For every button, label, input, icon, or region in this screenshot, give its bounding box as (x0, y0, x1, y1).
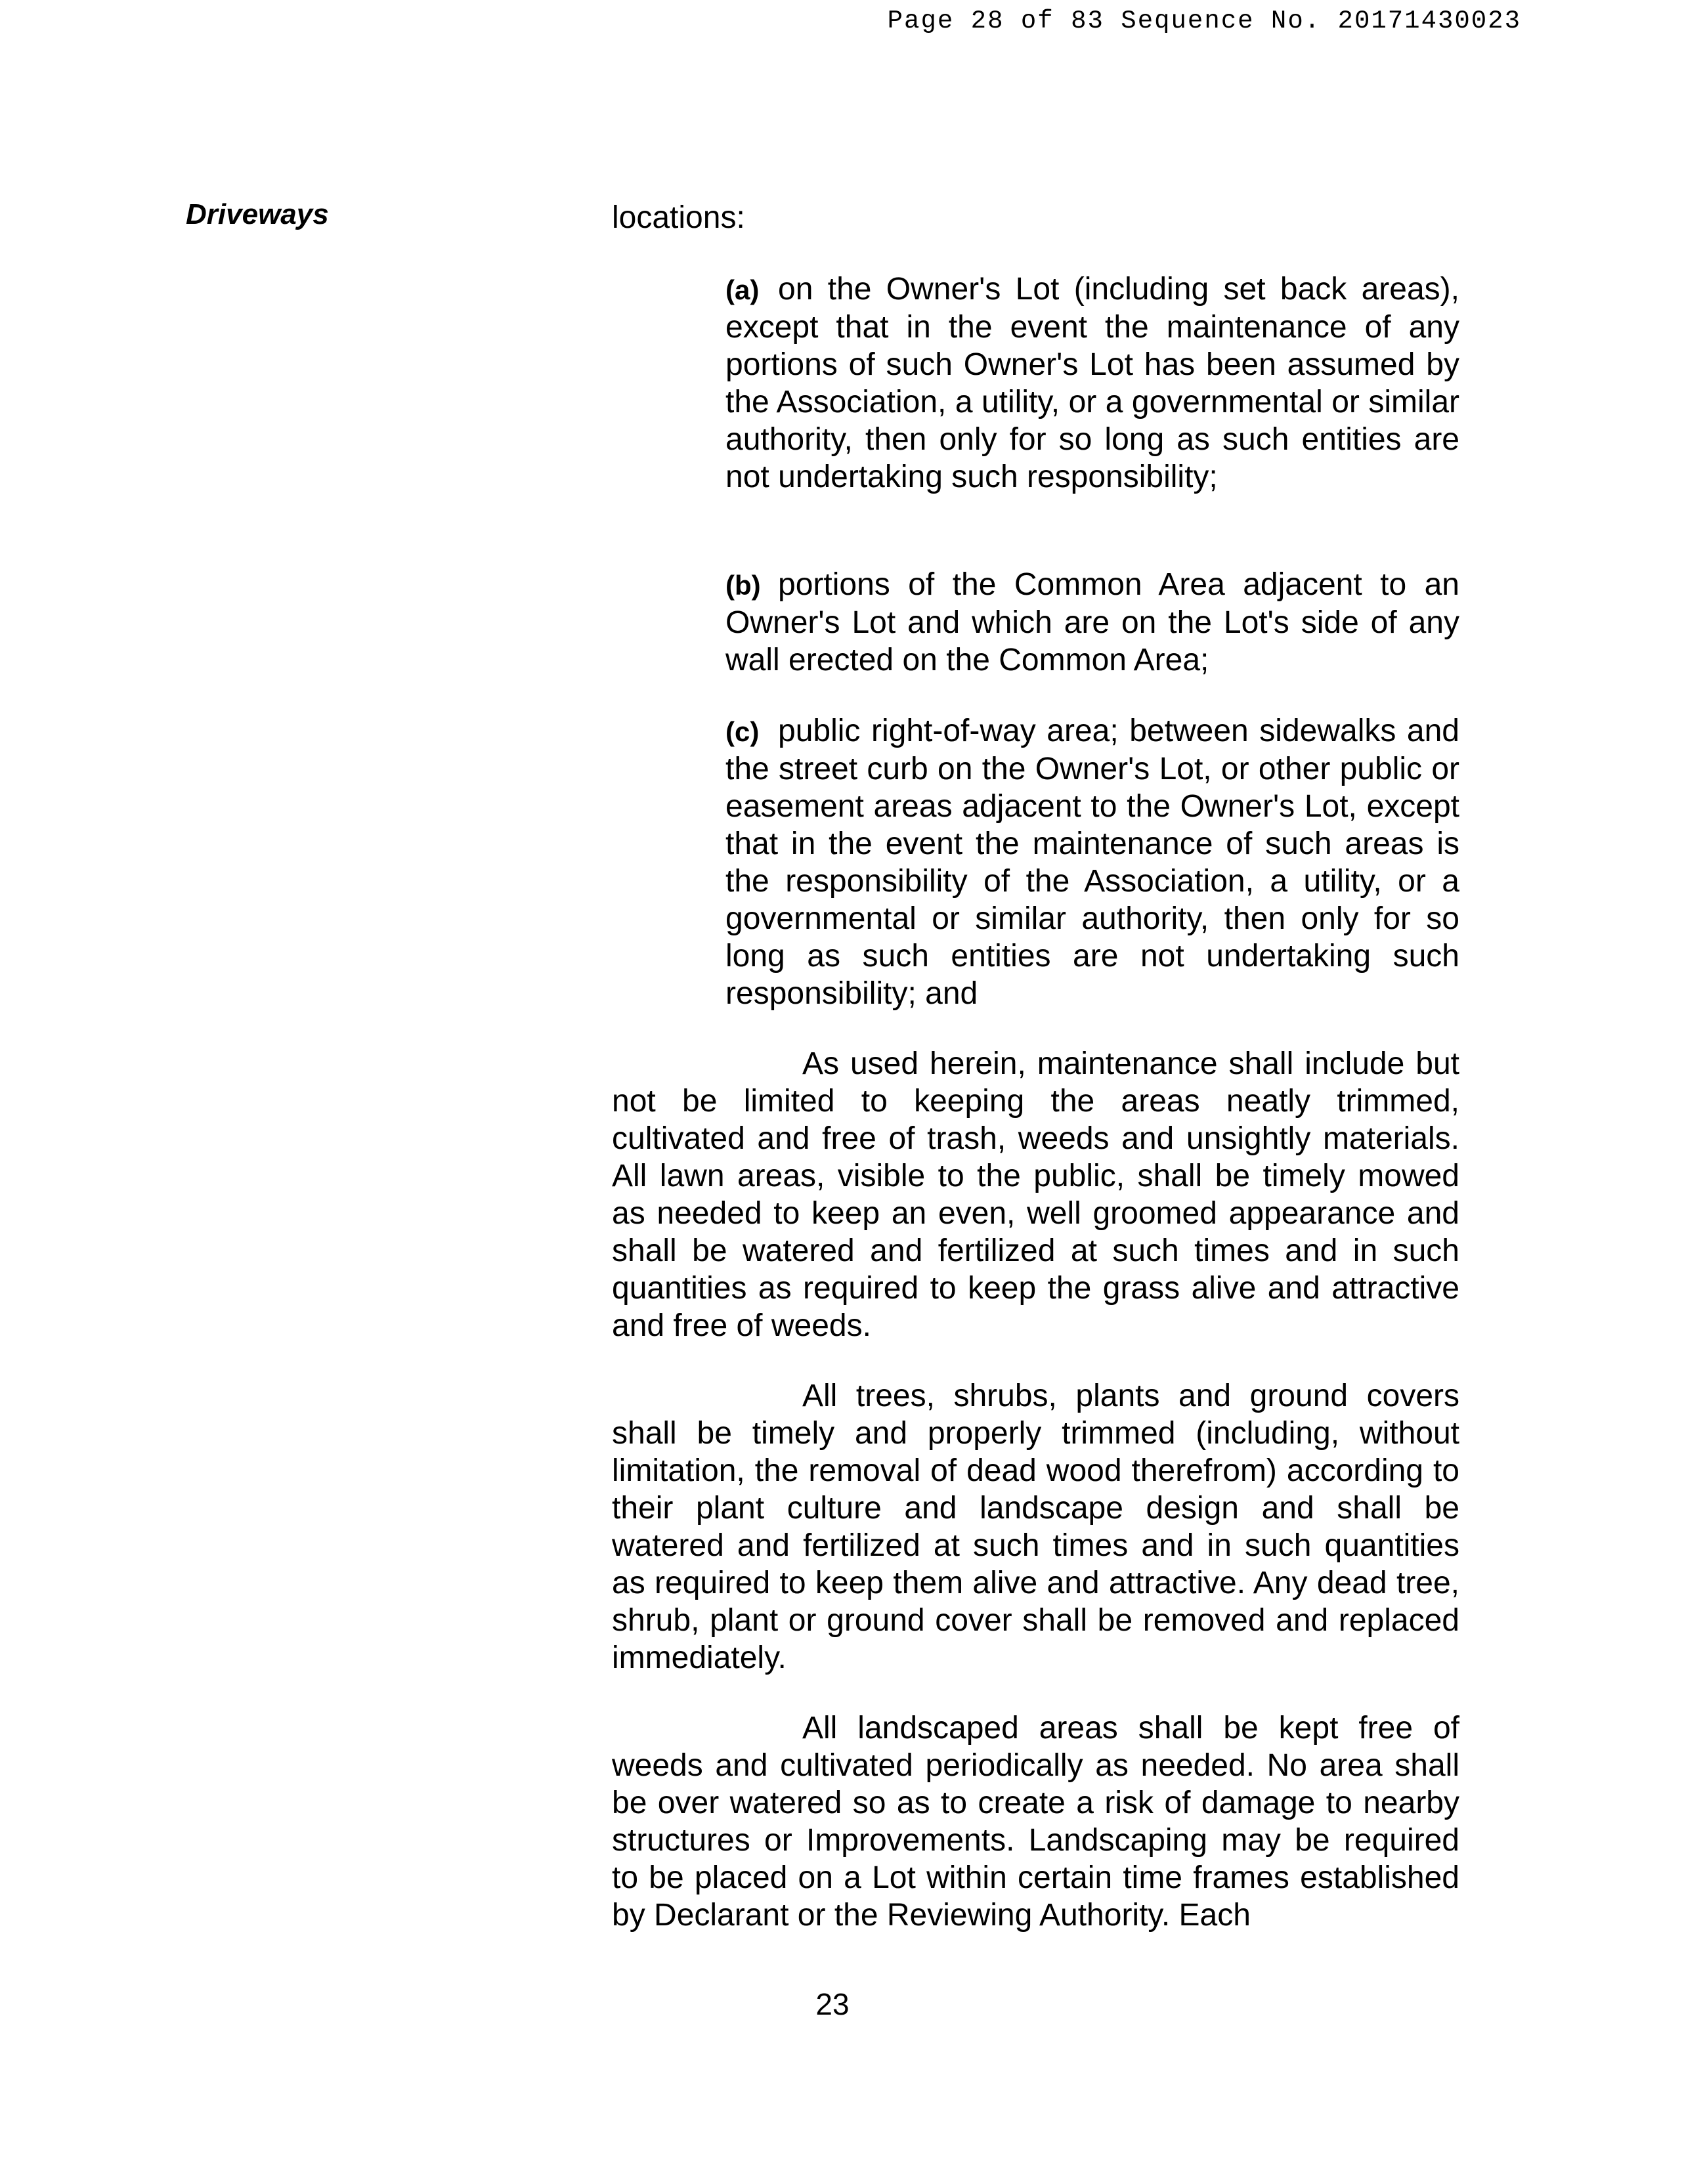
list-item-marker: (b) (725, 570, 761, 601)
list-item-marker: (a) (725, 274, 760, 305)
list-item-text: on the Owner's Lot (including set back areas), except that in the event the maintenance of any portions of such Owner's Lot has been assumed by the Association, a utility, or a governmental or similar authority, then only for so long as such entities are not undertaking such responsibility; (725, 272, 1459, 494)
paragraph-maintenance-definition: As used herein, maintenance shall include but not be limited to keeping the areas neatly trimmed, cultivated and free of trash, weeds and unsightly materials. All lawn areas, visible to the public, shall be timely mowed as needed to keep an even, well groomed appearance and shall be watered and fertilized at such times and in such quantities as required to keep the grass alive and attractive and free of weeds. (612, 1046, 1459, 1343)
page-header: Page 28 of 83 Sequence No. 20171430023 (887, 7, 1521, 35)
intro-text: locations: (612, 200, 745, 235)
page-number: 23 (815, 1987, 850, 2021)
list-item-marker: (c) (725, 716, 760, 747)
paragraph-trees-shrubs: All trees, shrubs, plants and ground covers shall be timely and properly trimmed (including, without limitation, the removal of dead wood therefrom) according to their plant culture and landscape design and shall be watered and fertilized at such times and in such quantities as required to keep them alive and attractive. Any dead tree, shrub, plant or ground cover shall be removed and replaced immediately. (612, 1379, 1459, 1675)
margin-heading: Driveways (186, 198, 329, 230)
paragraph-landscaped-areas: All landscaped areas shall be kept free of weeds and cultivated periodically as needed. No area shall be over watered so as to create a risk of damage to nearby structures or Improvements. Landscaping may be required to be placed on a Lot within certain time frames established by Declarant or the Reviewing Authority. Each (612, 1711, 1459, 1933)
list-item-c (725, 712, 1459, 1012)
list-item-a (725, 270, 1459, 496)
list-item-text: public right-of-way area; between sidewalks and the street curb on the Owner's Lot, or other public or easement areas adjacent to the Owner's Lot, except that in the event the maintenance of such areas is the responsibility of the Association, a utility, or a governmental or similar authority, then only for so long as such entities are not undertaking such responsibility; and (725, 714, 1459, 1011)
list-item-text: portions of the Common Area adjacent to an Owner's Lot and which are on the Lot's side of any wall erected on the Common Area; (725, 567, 1459, 677)
list-item-b (725, 566, 1459, 679)
